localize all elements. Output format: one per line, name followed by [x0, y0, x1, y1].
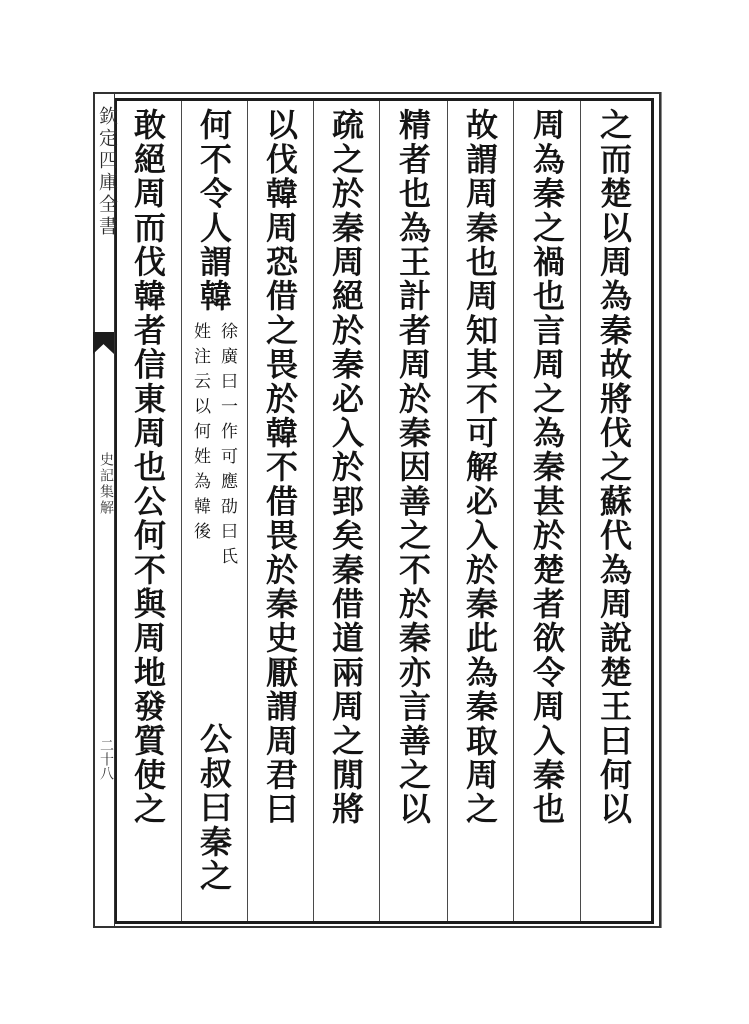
column-rule	[379, 101, 380, 921]
text-column-7-bottom: 公叔曰秦之	[195, 722, 233, 893]
column-rule	[247, 101, 248, 921]
text-column-3: 故謂周秦也周知其不可解必入於秦此為秦取周之	[461, 108, 499, 827]
column-rule	[513, 101, 514, 921]
margin-folio-number: 二十八	[98, 738, 114, 780]
text-column-7-top: 何不令人謂韓	[195, 108, 233, 314]
text-column-4: 精者也為王計者周於秦因善之不於秦亦言善之以	[394, 108, 432, 827]
commentary-right: 徐廣曰一作可應劭曰氏	[217, 322, 237, 572]
page-edge-line	[661, 92, 662, 928]
column-rule	[580, 101, 581, 921]
column-rule	[447, 101, 448, 921]
column-rule	[313, 101, 314, 921]
text-column-6: 以伐韓周恐借之畏於韓不借畏於秦史厭謂周君曰	[261, 108, 299, 827]
text-column-2: 周為秦之禍也言周之為秦甚於楚者欲令周入秦也	[528, 108, 566, 827]
text-column-1: 之而楚以周為秦故將伐之蘇代為周說楚王曰何以	[595, 108, 633, 827]
column-rule	[181, 101, 182, 921]
edge-series-title: 欽定四庫全書	[96, 106, 118, 238]
text-column-8: 敢絕周而伐韓者信東周也公何不與周地發質使之	[129, 108, 167, 827]
commentary-left: 姓注云以何姓為韓後	[190, 322, 210, 547]
margin-book-title: 史記集解	[98, 452, 114, 516]
text-column-5: 疏之於秦周絕於秦必入於郢矣秦借道兩周之閒將	[327, 108, 365, 827]
